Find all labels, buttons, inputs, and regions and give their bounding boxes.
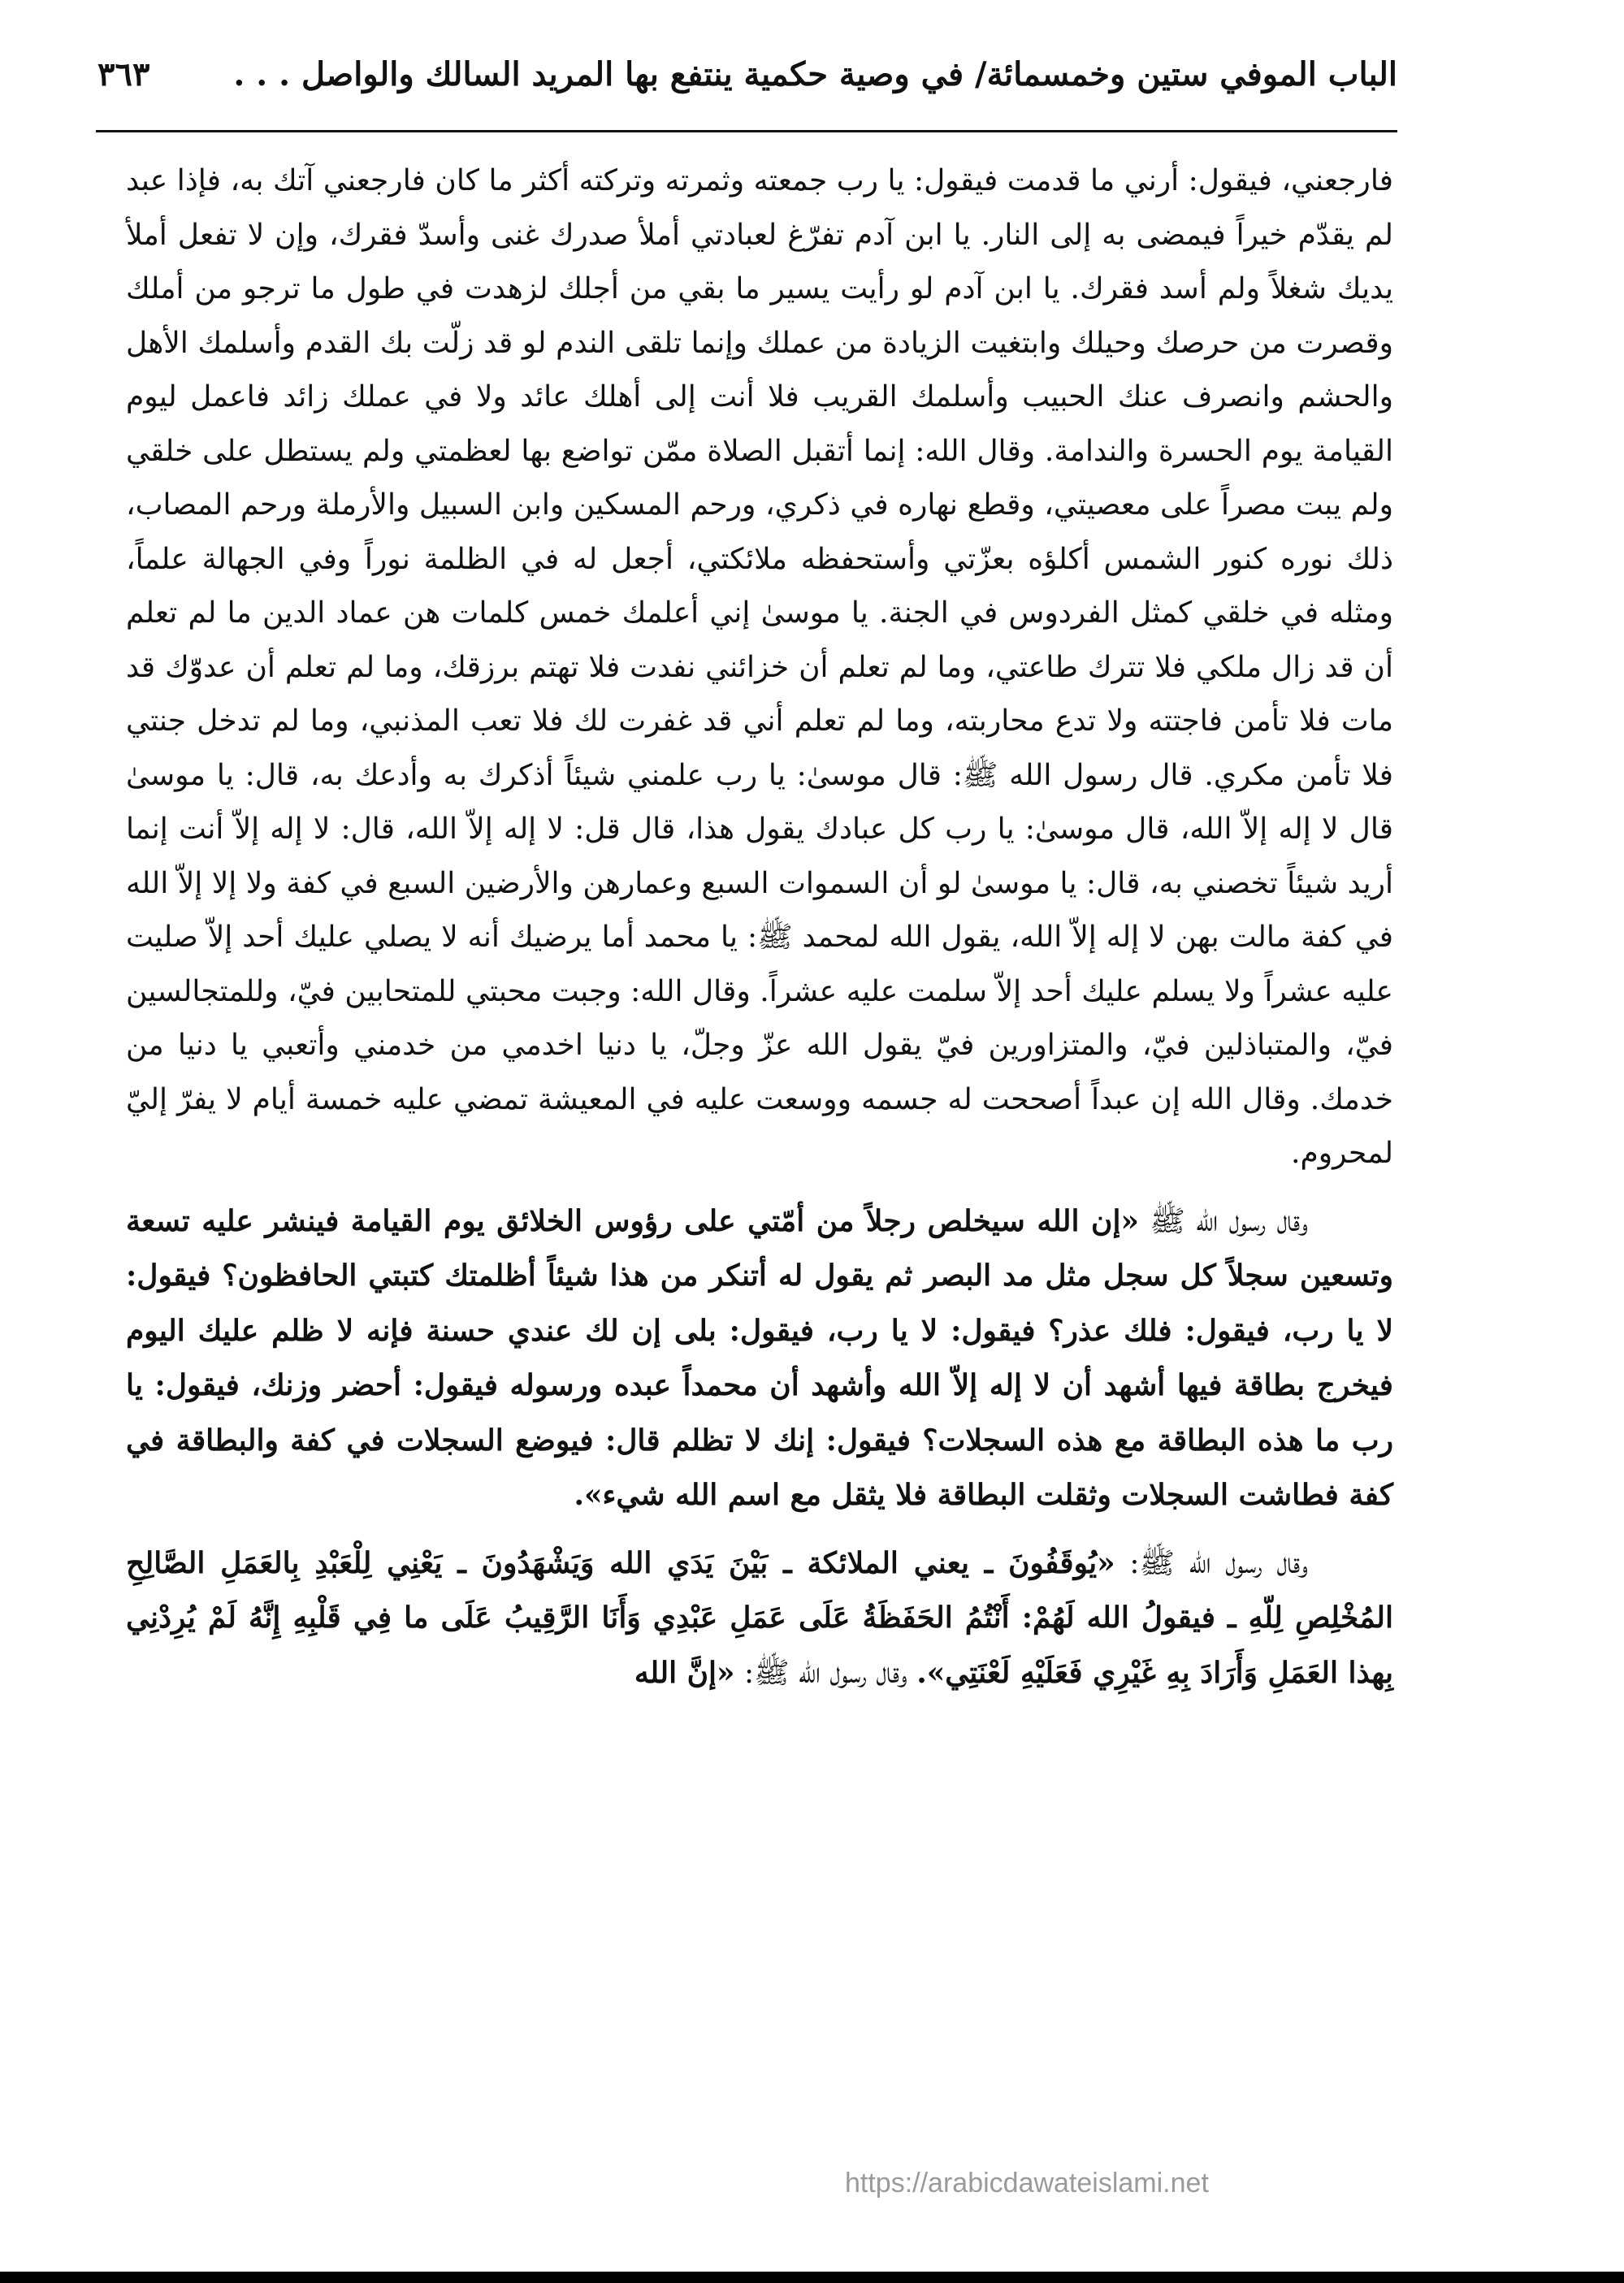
paragraph-2	[126, 1194, 1393, 1523]
scan-edge-bar	[0, 2272, 1624, 2283]
body-text	[126, 154, 1393, 1700]
running-header	[97, 50, 1397, 115]
paragraph-3	[126, 1536, 1393, 1701]
paragraph-3-tail-hadith: «إنَّ الله	[634, 1655, 735, 1690]
running-title: الباب الموفي ستين وخمسمائة/ في وصية حكمية ينتفع بها المريد السالك والواصل . . .	[233, 55, 1397, 93]
paragraph-2-hadith: «إن الله سيخلص رجلاً من أمّتي على رؤوس الخلائق يوم القيامة فينشر عليه تسعة وتسعين سجلاً كل سجل مثل مد البصر ثم يقول له أتنكر من هذا شيئاً أظلمتك كتبتي الحافظون؟ فيقول: لا يا رب، فيقول: فلك عذر؟ فيقول: لا يا رب، فيقول: بلى إن لك عندي حسنة فإنه لا ظلم عليك اليوم فيخرج بطاقة فيها أشهد أن لا إله إلاّ الله وأشهد أن محمداً عبده ورسوله فيقول: أحضر وزنك، فيقول: يا رب ما هذه البطاقة مع هذه السجلات؟ فيقول: إنك لا تظلم قال: فيوضع السجلات في كفة والبطاقة في كفة فطاشت السجلات وثقلت البطاقة فلا يثقل مع اسم الله شيء».	[126, 1203, 1393, 1512]
paragraph-3-lead: وقال رسول الله ﷺ:	[1115, 1546, 1308, 1580]
paragraph-1: فارجعني، فيقول: أرني ما قدمت فيقول: يا رب جمعته وثمرته وتركته أكثر ما كان فارجعني آتك به، فإذا عبد لم يقدّم خيراً فيمضى به إلى النار. يا ابن آدم تفرّغ لعبادتي أملأ صدرك غنى وأسدّ فقرك، وإن لا تفعل أملأ يديك شغلاً ولم أسد فقرك. يا ابن آدم لو رأيت يسير ما بقي من أجلك لزهدت في طول ما ترجو من أملك وقصرت من حرصك وحيلك وابتغيت الزيادة من عملك وإنما تلقى الندم لو قد زلّت بك القدم وأسلمك الأهل والحشم وانصرف عنك الحبيب وأسلمك القريب فلا أنت إلى أهلك عائد ولا في عملك زائد فاعمل ليوم القيامة يوم الحسرة والندامة. وقال الله: إنما أتقبل الصلاة ممّن تواضع بها لعظمتي ولم يستطل على خلقي ولم يبت مصراً على معصيتي، وقطع نهاره في ذكري، ورحم المسكين وابن السبيل والأرملة ورحم المصاب، ذلك نوره كنور الشمس أكلؤه بعزّتي وأستحفظه ملائكتي، أجعل له في الظلمة نوراً وفي الجهالة علماً، ومثله في خلقي كمثل الفردوس في الجنة. يا موسىٰ إني أعلمك خمس كلمات هن عماد الدين ما لم تعلم أن قد زال ملكي فلا تترك طاعتي، وما لم تعلم أن خزائني نفدت فلا تهتم برزقك، وما لم تعلم أن عدوّك قد مات فلا تأمن فاجتته ولا تدع محاربته، وما لم تعلم أني قد غفرت لك فلا تعب المذنبي، وما لم تدخل جنتي فلا تأمن مكري. قال رسول الله ﷺ: قال موسىٰ: يا رب علمني شيئاً أذكرك به وأدعك به، قال: يا موسىٰ قال لا إله إلاّ الله، قال موسىٰ: يا رب كل عبادك يقول هذا، قال قل: لا إله إلاّ الله، قال: لا إله إلاّ أنت إنما أريد شيئاً تخصني به، قال: يا موسىٰ لو أن السموات السبع وعمارهن والأرضين السبع في كفة ولا إلا إلاّ الله في كفة مالت بهن لا إله إلاّ الله، يقول الله لمحمد ﷺ: يا محمد أما يرضيك أنه لا يصلي عليك أحد إلاّ صليت عليه عشراً ولا يسلم عليك أحد إلاّ سلمت عليه عشراً. وقال الله: وجبت محبتي للمتحابين فيّ، وللمتجالسين فيّ، والمتباذلين فيّ، والمتزاورين فيّ يقول الله عزّ وجلّ، يا دنيا اخدمي من خدمني وأتعبي يا دنيا من خدمك. وقال الله إن عبداً أصححت له جسمه ووسعت عليه في المعيشة تمضي عليه خمسة أيام لا يفرّ إليّ لمحروم.	[126, 164, 1393, 1170]
watermark-url: https://arabicdawateislami.net	[845, 2168, 1209, 2199]
paragraph-2-lead: وقال رسول الله ﷺ	[1138, 1204, 1309, 1238]
paragraph-3-tail: وقال رسول الله ﷺ:	[734, 1656, 917, 1690]
paragraph-3-hadith: «يُوقَفُونَ ـ يعني الملائكة ـ بَيْنَ يَدَي الله وَيَشْهَدُونَ ـ يَعْنِي لِلْعَبْدِ بِالعَمَلِ الصَّالِحِ المُخْلِصِ لِلّهِ ـ فيقولُ الله لَهُمْ: أَنْتُمُ الحَفَظَةُ عَلَى عَمَلِ عَبْدِي وَأَنَا الرَّقِيبُ عَلَى ما فِي قَلْبِهِ إِنَّهُ لَمْ يُرِدْنِي بِهذا العَمَلِ وَأَرَادَ بِهِ غَيْرِي فَعَلَيْهِ لَعْنَتِي».	[126, 1545, 1393, 1690]
page-number: ٣٦٣	[97, 55, 150, 93]
header-divider	[96, 130, 1397, 132]
